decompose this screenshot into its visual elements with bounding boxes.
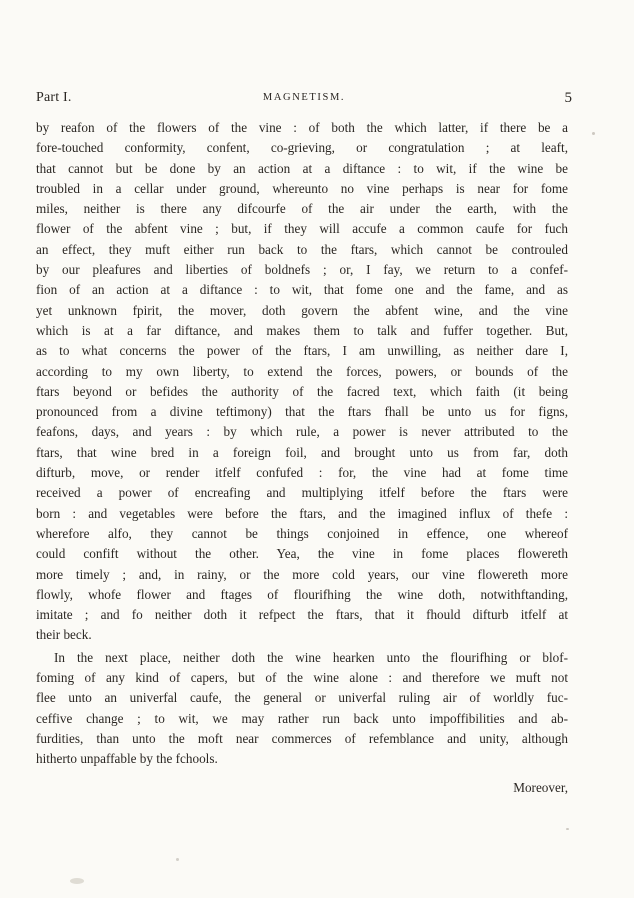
ink-speck [566, 828, 569, 830]
text-line: an effect, they muft either run back to the ftars, which cannot be controuled [36, 241, 568, 257]
text-line: furdities, than unto the moft near commerces of refemblance and unity, although [36, 730, 568, 746]
text-line: fion of an action at a diftance : to wit, that fome one and the fame, and as [36, 282, 568, 298]
text-line: imitate ; and fo neither doth it refpect the ftars, that it fhould difturb itfelf at [36, 607, 568, 623]
catchword: Moreover, [513, 780, 568, 795]
chapter-title: MAGNETISM. [262, 92, 346, 103]
text-line: feafons, days, and years : by which rule, a power is never attributed to the [36, 424, 568, 440]
ink-speck [176, 858, 179, 861]
text-line: flowly, whofe flower and ftages of flourifhing the wine doth, notwithftanding, [36, 586, 568, 602]
text-line: wherefore alfo, they cannot be things conjoined in effence, one whereof [36, 525, 568, 541]
text-line: as to what concerns the power of the ftars, I am unwilling, as neither dare I, [36, 343, 568, 359]
text-line: fore-touched conformity, confent, co-grieving, or congratulation ; at leaft, [36, 140, 568, 156]
text-line: In the next place, neither doth the wine hearken unto the flourifhing or blof- [54, 649, 568, 665]
text-line: ftars beyond or befides the authority of the facred text, which faith (it being [36, 383, 568, 399]
text-line: by our pleafures and liberties of boldnefs ; or, I fay, we return to a confef- [36, 262, 568, 278]
body-text [36, 118, 568, 770]
text-line: troubled in a cellar under ground, whereunto no vine perhaps is near for fome [36, 180, 568, 196]
running-head [36, 90, 572, 110]
text-line: according to my own liberty, to extend the forces, powers, or bounds of the [36, 363, 568, 379]
text-line: born : and vegetables were before the ftars, and the imagined influx of thefe : [36, 505, 568, 521]
text-line: flower of the abfent vine ; but, if they will accufe a common caufe for fuch [36, 221, 568, 237]
text-line: more timely ; and, in rainy, or the more cold years, our vine flowereth more [36, 566, 568, 582]
text-line: that cannot but be done by an action at a diftance : to wit, if the wine be [36, 160, 568, 176]
text-line: received a power of encreafing and multiplying itfelf before the ftars were [36, 485, 568, 501]
text-line: could confift without the other. Yea, the vine in fome places flowereth [36, 546, 568, 562]
text-line: their beck. [36, 627, 92, 643]
text-line: by reafon of the flowers of the vine : of both the which latter, if there be a [36, 120, 568, 135]
text-line: hitherto unpaffable by the fchools. [36, 751, 218, 767]
ink-speck [592, 132, 595, 135]
page-number: 5 [564, 90, 572, 106]
text-line: miles, neither is there any difcourfe of the air under the earth, with the [36, 201, 568, 217]
paragraph-1 [36, 118, 568, 646]
ink-speck [70, 878, 84, 884]
text-line: yet unknown fpirit, the mover, doth govern the abfent wine, and the vine [36, 302, 568, 318]
text-line: pronounced from a divine teftimony) that the ftars fhall be unto us for figns, [36, 404, 568, 420]
text-line: difturb, move, or render itfelf confufed : for, the vine had at fome time [36, 465, 568, 481]
part-label: Part I. [36, 90, 72, 105]
paragraph-2 [36, 648, 568, 770]
text-line: flee unto an univerfal caufe, the general or univerfal ruling air of worldly fuc- [36, 690, 568, 706]
text-line: ceffive change ; to wit, we may rather run back unto impoffibilities and ab- [36, 710, 568, 726]
text-line: ftars, that wine bred in a foreign foil, and brought unto us from far, doth [36, 444, 568, 460]
text-line: which is at a far diftance, and makes them to talk and fuffer together. But, [36, 322, 568, 338]
text-line: foming of any kind of capers, but of the wine alone : and therefore we muft not [36, 670, 568, 686]
